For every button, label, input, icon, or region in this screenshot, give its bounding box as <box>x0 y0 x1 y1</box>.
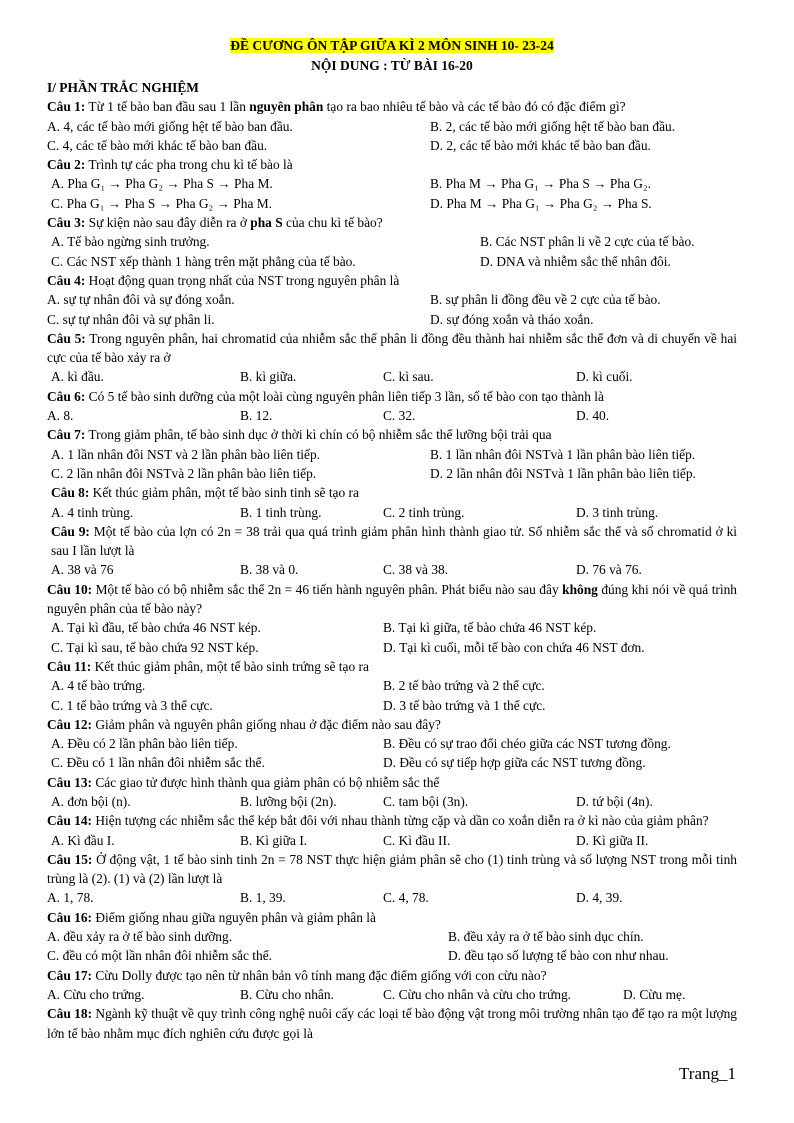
options-row <box>47 831 737 850</box>
options-row <box>47 985 737 1004</box>
option-d: D. DNA và nhiễm sắc thể nhân đôi. <box>480 253 671 269</box>
option-b: B. 12. <box>240 408 273 424</box>
options-row <box>47 174 737 193</box>
option-d: D. 3 tinh trùng. <box>576 504 659 520</box>
document-title: ĐỀ CƯƠNG ÔN TẬP GIỮA KÌ 2 MÔN SINH 10- 23-24 <box>230 38 554 53</box>
options-row <box>47 406 737 425</box>
option-b: B. Pha M → Pha G₁ → Pha S → Pha G₂. <box>430 176 651 192</box>
option-a: A. đều xảy ra ở tế bào sinh dưỡng. <box>47 929 233 945</box>
option-b: B. 2 tế bào trứng và 2 thể cực. <box>383 678 545 694</box>
option-d: D. sự đóng xoắn và tháo xoắn. <box>430 311 594 327</box>
options-row <box>47 927 737 946</box>
option-b: B. đều xảy ra ở tế bào sinh dục chín. <box>448 929 644 945</box>
option-a: A. Kì đầu I. <box>51 832 115 848</box>
option-a: A. 1 lần nhân đôi NST và 2 lần phân bào liên tiếp. <box>51 446 321 462</box>
question-13: Câu 13: Các giao tử được hình thành qua giảm phân có bộ nhiễm sắc thể <box>47 774 440 790</box>
option-c: C. Cừu cho nhân và cừu cho trứng. <box>383 986 572 1002</box>
options-row <box>47 734 737 753</box>
option-b: B. 1 lần nhân đôi NSTvà 1 lần phân bào liên tiếp. <box>430 446 696 462</box>
options-row <box>47 946 737 965</box>
option-b: B. 38 và 0. <box>240 562 299 578</box>
option-d: D. Cừu mẹ. <box>623 986 686 1002</box>
question-7: Câu 7: Trong giảm phân, tế bào sinh dục ở thời kì chín có bộ nhiễm sắc thể lưỡng bội trải qua <box>47 427 552 443</box>
options-row <box>47 560 737 579</box>
question-4: Câu 4: Hoạt động quan trọng nhất của NST trong nguyên phân là <box>47 272 400 288</box>
option-a: A. Cừu cho trứng. <box>47 986 145 1002</box>
options-row <box>47 676 737 695</box>
option-b: B. Cừu cho nhân. <box>240 986 334 1002</box>
option-a: A. Đều có 2 lần phân bào liên tiếp. <box>51 736 238 752</box>
option-b: B. 2, các tế bào mới giống hệt tế bào ban đầu. <box>430 118 676 134</box>
question-18: Câu 18: Ngành kỹ thuật về quy trình công nghệ nuôi cấy các loại tế bào động vật trong môi trường nhân tạo để tạo ra một lượng lớn tế bào nhằm mục đích nghiên cứu được gọi là <box>47 1006 737 1041</box>
option-c: C. 4, các tế bào mới khác tế bào ban đầu. <box>47 137 268 153</box>
options-row <box>47 252 737 271</box>
option-c: C. Kì đầu II. <box>383 832 451 848</box>
option-b: B. Đều có sự trao đổi chéo giữa các NST tương đồng. <box>383 736 671 752</box>
option-c: C. Các NST xếp thành 1 hàng trên mặt phẳng của tế bào. <box>51 253 356 269</box>
option-d: D. 2, các tế bào mới khác tế bào ban đầu. <box>430 137 651 153</box>
option-a: A. Pha G₁ → Pha G₂ → Pha S → Pha M. <box>51 176 273 192</box>
option-d: D. 40. <box>576 408 610 424</box>
option-a: A. 4 tinh trùng. <box>51 504 134 520</box>
option-d: D. 4, 39. <box>576 890 623 906</box>
option-b: B. 1, 39. <box>240 890 286 906</box>
options-row <box>47 753 737 772</box>
question-9: Câu 9: Một tế bào của lợn có 2n = 38 trải qua quá trình giảm phân hình thành giao tử. Số nhiễm sắc thể và số chromatid ở kì sau I lần lượt là <box>51 523 737 559</box>
question-6: Câu 6: Có 5 tế bào sinh dưỡng của một loài cùng nguyên phân liên tiếp 3 lần, số tế bào con tạo thành là <box>47 388 604 404</box>
option-c: C. kì sau. <box>383 369 434 385</box>
option-b: B. 1 tinh trùng. <box>240 504 322 520</box>
question-12: Câu 12: Giảm phân và nguyên phân giống nhau ở đặc điểm nào sau đây? <box>47 716 441 732</box>
question-1: Câu 1: Từ 1 tế bào ban đầu sau 1 lần nguyên phân tạo ra bao nhiêu tế bào và các tế bào đó có đặc điểm gì? <box>47 99 626 115</box>
options-row <box>47 232 737 251</box>
options-row <box>47 117 737 136</box>
question-16: Câu 16: Điểm giống nhau giữa nguyên phân và giảm phân là <box>47 909 376 925</box>
question-17: Câu 17: Cừu Dolly được tạo nên từ nhân bản vô tính mang đặc điểm giống với con cừu nào? <box>47 967 547 983</box>
question-5: Câu 5: Trong nguyên phân, hai chromatid của nhiễm sắc thể phân li đồng đều thành hai nhiễm sắc thể đơn và di chuyển về hai cực của tế bào xảy ra ở <box>47 330 737 366</box>
option-a: A. 4, các tế bào mới giống hệt tế bào ban đầu. <box>47 118 293 134</box>
option-c: C. Tại kì sau, tế bào chứa 92 NST kép. <box>51 639 259 655</box>
options-row <box>47 503 737 522</box>
option-c: C. Pha G₁ → Pha S → Pha G₂ → Pha M. <box>51 195 272 211</box>
option-d: D. 76 và 76. <box>576 562 642 578</box>
section-title: I/ PHẦN TRẮC NGHIỆM <box>47 80 199 95</box>
option-a: A. sự tự nhân đôi và sự đóng xoắn. <box>47 292 235 308</box>
option-b: B. sự phân li đồng đều về 2 cực của tế bào. <box>430 292 661 308</box>
option-d: D. Đều có sự tiếp hợp giữa các NST tương đồng. <box>383 755 646 771</box>
options-row <box>47 888 737 907</box>
option-c: C. đều có một lần nhân đôi nhiễm sắc thể. <box>47 948 272 964</box>
options-row <box>47 194 737 213</box>
option-a: A. kì đầu. <box>51 369 104 385</box>
page-number: Trang_1 <box>679 1064 736 1083</box>
option-b: B. Các NST phân li về 2 cực của tế bào. <box>480 234 695 250</box>
option-c: C. 38 và 38. <box>383 562 449 578</box>
options-row <box>47 638 737 657</box>
option-d: D. 2 lần nhân đôi NSTvà 1 lần phân bào liên tiếp. <box>430 465 696 481</box>
option-a: A. 4 tế bào trứng. <box>51 678 146 694</box>
question-2: Câu 2: Trình tự các pha trong chu kì tế bào là <box>47 157 293 173</box>
options-row <box>47 445 737 464</box>
question-8: Câu 8: Kết thúc giảm phân, một tế bào sinh tinh sẽ tạo ra <box>51 485 359 501</box>
option-b: B. kì giữa. <box>240 369 297 385</box>
option-c: C. 1 tế bào trứng và 3 thể cực. <box>51 697 213 713</box>
option-b: B. Kì giữa I. <box>240 832 308 848</box>
options-row <box>47 464 737 483</box>
option-c: C. sự tự nhân đôi và sự phân li. <box>47 311 215 327</box>
option-d: D. 3 tế bào trứng và 1 thể cực. <box>383 697 546 713</box>
option-c: C. tam bội (3n). <box>383 793 469 809</box>
option-c: C. 2 lần nhân đôi NSTvà 2 lần phân bào liên tiếp. <box>51 465 317 481</box>
option-d: D. đều tạo số lượng tế bào con như nhau. <box>448 948 669 964</box>
option-d: D. Pha M → Pha G₁ → Pha G₂ → Pha S. <box>430 195 652 211</box>
question-3: Câu 3: Sự kiện nào sau đây diễn ra ở pha S của chu kì tế bào? <box>47 215 383 231</box>
options-row <box>47 290 737 309</box>
option-d: D. Tại kì cuối, mỗi tế bào con chứa 46 NST đơn. <box>383 639 645 655</box>
question-11: Câu 11: Kết thúc giảm phân, một tế bào sinh trứng sẽ tạo ra <box>47 658 369 674</box>
options-row <box>47 792 737 811</box>
option-a: A. đơn bội (n). <box>51 793 131 809</box>
option-a: A. 8. <box>47 408 74 424</box>
option-a: A. 38 và 76 <box>51 562 114 578</box>
question-15: Câu 15: Ở động vật, 1 tế bào sinh tinh 2n = 78 NST thực hiện giảm phân sẽ cho (1) tinh trùng và số lượng NST trong mỗi tinh trùng là (2). (1) và (2) lần lượt là <box>47 851 738 887</box>
option-c: C. 32. <box>383 408 416 424</box>
options-row <box>47 618 737 637</box>
document-page <box>47 36 737 1043</box>
option-a: A. 1, 78. <box>47 890 94 906</box>
option-d: D. Kì giữa II. <box>576 832 649 848</box>
option-c: C. 2 tinh trùng. <box>383 504 465 520</box>
option-d: D. tứ bội (4n). <box>576 793 653 809</box>
option-a: A. Tế bào ngừng sinh trưởng. <box>51 234 210 250</box>
question-10: Câu 10: Một tế bào có bộ nhiễm sắc thể 2n = 46 tiến hành nguyên phân. Phát biểu nào sau đây không đúng khi nói về quá trình nguyên phân của tế bào này? <box>47 581 738 617</box>
options-row <box>47 310 737 329</box>
question-14: Câu 14: Hiện tượng các nhiễm sắc thể kép bắt đôi với nhau thành từng cặp và dần co xoắn diễn ra ở kì nào của giảm phân? <box>47 813 709 829</box>
option-c: C. Đều có 1 lần nhân đôi nhiễm sắc thể. <box>51 755 265 771</box>
option-b: B. lưỡng bội (2n). <box>240 793 337 809</box>
option-a: A. Tại kì đầu, tế bào chứa 46 NST kép. <box>51 620 261 636</box>
document-subtitle: NỘI DUNG : TỪ BÀI 16-20 <box>311 58 473 73</box>
options-row <box>47 696 737 715</box>
option-c: C. 4, 78. <box>383 890 429 906</box>
option-b: B. Tại kì giữa, tế bào chứa 46 NST kép. <box>383 620 597 636</box>
options-row <box>47 136 737 155</box>
options-row <box>47 367 737 386</box>
option-d: D. kì cuối. <box>576 369 633 385</box>
